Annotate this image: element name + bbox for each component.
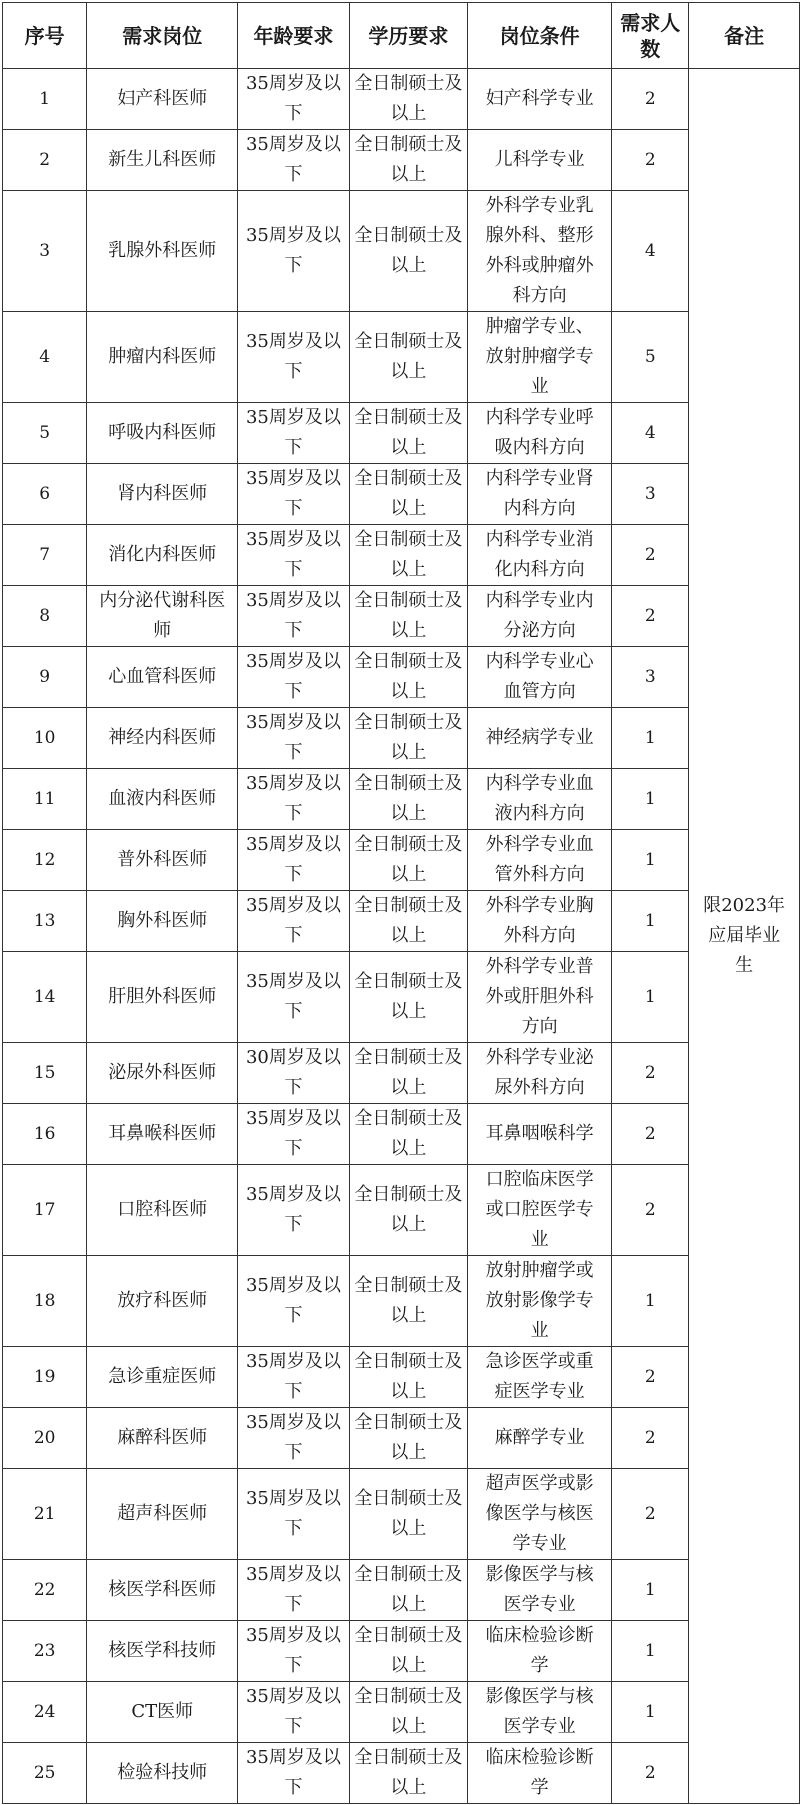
education-requirement: 全日制硕士及以上 [349,312,467,403]
header-age: 年龄要求 [238,3,350,69]
required-count: 2 [612,1469,689,1560]
table-row [3,191,800,312]
row-number: 20 [3,1408,87,1469]
education-requirement: 全日制硕士及以上 [349,1682,467,1743]
required-count: 5 [612,312,689,403]
required-count: 2 [612,1347,689,1408]
row-number: 11 [3,769,87,830]
table-row [3,586,800,647]
post-conditions: 内科学专业心血管方向 [467,647,611,708]
row-number: 18 [3,1256,87,1347]
row-number: 15 [3,1043,87,1104]
row-number: 4 [3,312,87,403]
post-name: 新生儿科医师 [87,130,238,191]
age-requirement: 35周岁及以下 [238,1104,350,1165]
required-count: 3 [612,464,689,525]
post-name: 检验科技师 [87,1743,238,1804]
post-name: 内分泌代谢科医师 [87,586,238,647]
post-name: 口腔科医师 [87,1165,238,1256]
row-number: 5 [3,403,87,464]
post-name: CT医师 [87,1682,238,1743]
table-row [3,1408,800,1469]
post-conditions: 麻醉学专业 [467,1408,611,1469]
age-requirement: 35周岁及以下 [238,708,350,769]
age-requirement: 35周岁及以下 [238,130,350,191]
age-requirement: 35周岁及以下 [238,191,350,312]
table-row [3,464,800,525]
table-row [3,403,800,464]
required-count: 3 [612,647,689,708]
row-number: 24 [3,1682,87,1743]
table-row [3,708,800,769]
age-requirement: 35周岁及以下 [238,403,350,464]
table-row [3,1256,800,1347]
required-count: 1 [612,952,689,1043]
row-number: 1 [3,69,87,130]
age-requirement: 35周岁及以下 [238,1256,350,1347]
education-requirement: 全日制硕士及以上 [349,130,467,191]
header-note: 备注 [689,3,800,69]
table-row [3,1043,800,1104]
education-requirement: 全日制硕士及以上 [349,1621,467,1682]
post-name: 心血管科医师 [87,647,238,708]
education-requirement: 全日制硕士及以上 [349,403,467,464]
post-name: 麻醉科医师 [87,1408,238,1469]
post-name: 神经内科医师 [87,708,238,769]
education-requirement: 全日制硕士及以上 [349,769,467,830]
row-number: 6 [3,464,87,525]
row-number: 8 [3,586,87,647]
post-name: 肾内科医师 [87,464,238,525]
table-row [3,647,800,708]
post-name: 肝胆外科医师 [87,952,238,1043]
post-name: 核医学科医师 [87,1560,238,1621]
recruitment-table [2,2,800,1804]
education-requirement: 全日制硕士及以上 [349,1256,467,1347]
post-conditions: 耳鼻咽喉科学 [467,1104,611,1165]
table-row [3,769,800,830]
required-count: 4 [612,403,689,464]
post-conditions: 急诊医学或重症医学专业 [467,1347,611,1408]
row-number: 12 [3,830,87,891]
row-number: 19 [3,1347,87,1408]
required-count: 1 [612,1621,689,1682]
age-requirement: 35周岁及以下 [238,69,350,130]
header-row [3,3,800,69]
age-requirement: 35周岁及以下 [238,1347,350,1408]
required-count: 4 [612,191,689,312]
age-requirement: 35周岁及以下 [238,1165,350,1256]
row-number: 14 [3,952,87,1043]
row-number: 7 [3,525,87,586]
age-requirement: 35周岁及以下 [238,586,350,647]
header-conditions: 岗位条件 [467,3,611,69]
required-count: 1 [612,891,689,952]
required-count: 1 [612,1682,689,1743]
table-row [3,312,800,403]
required-count: 2 [612,1408,689,1469]
post-conditions: 临床检验诊断学 [467,1621,611,1682]
row-number: 9 [3,647,87,708]
row-number: 17 [3,1165,87,1256]
post-name: 核医学科技师 [87,1621,238,1682]
post-conditions: 影像医学与核医学专业 [467,1560,611,1621]
age-requirement: 35周岁及以下 [238,1743,350,1804]
age-requirement: 35周岁及以下 [238,1408,350,1469]
row-number: 10 [3,708,87,769]
post-conditions: 肿瘤学专业、放射肿瘤学专业 [467,312,611,403]
education-requirement: 全日制硕士及以上 [349,525,467,586]
post-name: 血液内科医师 [87,769,238,830]
education-requirement: 全日制硕士及以上 [349,1347,467,1408]
row-number: 23 [3,1621,87,1682]
header-education: 学历要求 [349,3,467,69]
age-requirement: 35周岁及以下 [238,1469,350,1560]
education-requirement: 全日制硕士及以上 [349,191,467,312]
post-conditions: 临床检验诊断学 [467,1743,611,1804]
required-count: 1 [612,769,689,830]
post-conditions: 内科学专业血液内科方向 [467,769,611,830]
education-requirement: 全日制硕士及以上 [349,830,467,891]
table-row [3,830,800,891]
table-row [3,952,800,1043]
education-requirement: 全日制硕士及以上 [349,464,467,525]
required-count: 1 [612,1560,689,1621]
table-row [3,1560,800,1621]
required-count: 2 [612,1165,689,1256]
age-requirement: 35周岁及以下 [238,1682,350,1743]
post-conditions: 放射肿瘤学或放射影像学专业 [467,1256,611,1347]
header-count: 需求人数 [612,3,689,69]
header-no: 序号 [3,3,87,69]
post-conditions: 内科学专业消化内科方向 [467,525,611,586]
required-count: 2 [612,586,689,647]
table-row [3,525,800,586]
age-requirement: 35周岁及以下 [238,1621,350,1682]
row-number: 2 [3,130,87,191]
post-name: 急诊重症医师 [87,1347,238,1408]
age-requirement: 35周岁及以下 [238,830,350,891]
post-conditions: 外科学专业泌尿外科方向 [467,1043,611,1104]
post-conditions: 超声医学或影像医学与核医学专业 [467,1469,611,1560]
education-requirement: 全日制硕士及以上 [349,69,467,130]
required-count: 2 [612,1104,689,1165]
education-requirement: 全日制硕士及以上 [349,1469,467,1560]
post-name: 胸外科医师 [87,891,238,952]
table-row [3,1682,800,1743]
required-count: 1 [612,708,689,769]
post-name: 耳鼻喉科医师 [87,1104,238,1165]
age-requirement: 30周岁及以下 [238,1043,350,1104]
header-post: 需求岗位 [87,3,238,69]
row-number: 22 [3,1560,87,1621]
post-name: 妇产科医师 [87,69,238,130]
age-requirement: 35周岁及以下 [238,769,350,830]
required-count: 2 [612,130,689,191]
age-requirement: 35周岁及以下 [238,647,350,708]
age-requirement: 35周岁及以下 [238,464,350,525]
required-count: 1 [612,1256,689,1347]
post-conditions: 口腔临床医学或口腔医学专业 [467,1165,611,1256]
education-requirement: 全日制硕士及以上 [349,1104,467,1165]
table-row [3,1469,800,1560]
education-requirement: 全日制硕士及以上 [349,647,467,708]
table-row [3,1621,800,1682]
post-conditions: 外科学专业普外或肝胆外科方向 [467,952,611,1043]
post-conditions: 内科学专业呼吸内科方向 [467,403,611,464]
age-requirement: 35周岁及以下 [238,312,350,403]
post-conditions: 内科学专业肾内科方向 [467,464,611,525]
row-number: 21 [3,1469,87,1560]
post-name: 消化内科医师 [87,525,238,586]
post-name: 超声科医师 [87,1469,238,1560]
post-conditions: 儿科学专业 [467,130,611,191]
post-conditions: 神经病学专业 [467,708,611,769]
table-row [3,69,800,130]
table-row [3,1347,800,1408]
required-count: 1 [612,830,689,891]
row-number: 13 [3,891,87,952]
post-conditions: 外科学专业血管外科方向 [467,830,611,891]
post-conditions: 影像医学与核医学专业 [467,1682,611,1743]
required-count: 2 [612,1043,689,1104]
post-name: 泌尿外科医师 [87,1043,238,1104]
age-requirement: 35周岁及以下 [238,952,350,1043]
age-requirement: 35周岁及以下 [238,1560,350,1621]
post-name: 呼吸内科医师 [87,403,238,464]
post-name: 放疗科医师 [87,1256,238,1347]
education-requirement: 全日制硕士及以上 [349,586,467,647]
table-row [3,891,800,952]
education-requirement: 全日制硕士及以上 [349,1408,467,1469]
post-conditions: 外科学专业乳腺外科、整形外科或肿瘤外科方向 [467,191,611,312]
table-row [3,1165,800,1256]
age-requirement: 35周岁及以下 [238,891,350,952]
table-row [3,130,800,191]
remarks-cell: 限2023年应届毕业生 [689,69,800,1804]
education-requirement: 全日制硕士及以上 [349,952,467,1043]
post-name: 乳腺外科医师 [87,191,238,312]
post-name: 普外科医师 [87,830,238,891]
row-number: 16 [3,1104,87,1165]
post-name: 肿瘤内科医师 [87,312,238,403]
post-conditions: 内科学专业内分泌方向 [467,586,611,647]
education-requirement: 全日制硕士及以上 [349,1043,467,1104]
table-row [3,1104,800,1165]
education-requirement: 全日制硕士及以上 [349,1560,467,1621]
table-row [3,1743,800,1804]
post-conditions: 外科学专业胸外科方向 [467,891,611,952]
required-count: 2 [612,525,689,586]
required-count: 2 [612,69,689,130]
required-count: 2 [612,1743,689,1804]
education-requirement: 全日制硕士及以上 [349,891,467,952]
education-requirement: 全日制硕士及以上 [349,1743,467,1804]
post-conditions: 妇产科学专业 [467,69,611,130]
education-requirement: 全日制硕士及以上 [349,708,467,769]
age-requirement: 35周岁及以下 [238,525,350,586]
education-requirement: 全日制硕士及以上 [349,1165,467,1256]
row-number: 3 [3,191,87,312]
row-number: 25 [3,1743,87,1804]
